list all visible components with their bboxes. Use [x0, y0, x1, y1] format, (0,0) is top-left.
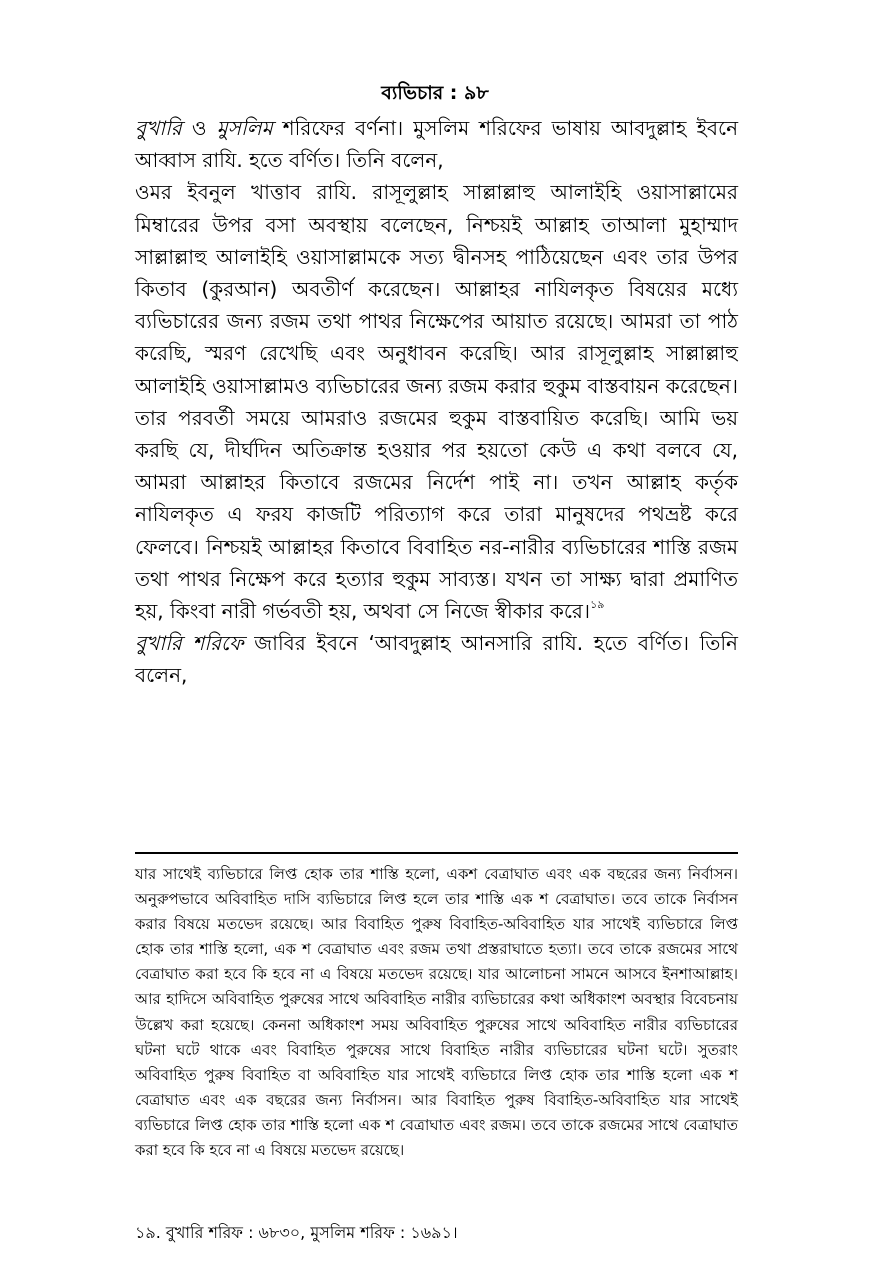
source-name-bukhari: বুখারি	[135, 116, 182, 140]
footnote-continuation: যার সাথেই ব্যভিচারে লিপ্ত হোক তার শাস্তি হলো, একশ বেত্রাঘাত এবং এক বছরের জন্য নির্বাসন। অনুরুপভাবে অবিবাহিত দাসি ব্যভিচারে লিপ্ত হলে তার শাস্তি এক শ বেত্রাঘাত। তবে তাকে নির্বাসন করার বিষয়ে মতভেদ রয়েছে। আর বিবাহিত পুরুষ বিবাহিত-অবিবাহিত যার সাথেই ব্যভিচারে লিপ্ত হোক তার শাস্তি হলো, এক শ বেত্রাঘাত এবং রজম তথা প্রস্তরাঘাতে হত্যা। তবে তাকে রজমের সাথে বেত্রাঘাত করা হবে কি হবে না এ বিষয়ে মতভেদ রয়েছে। যার আলোচনা সামনে আসবে ইনশাআল্লাহ। আর হাদিসে অবিবাহিত পুরুষের সাথে অবিবাহিত নারীর ব্যভিচারের কথা অধিকাংশ অবস্থার বিবেচনায় উল্লেখ করা হয়েছে। কেননা অধিকাংশ সময় অবিবাহিত পুরুষের সাথে অবিবাহিত নারীর ব্যভিচারের ঘটনা ঘটে থাকে এবং বিবাহিত পুরুষের সাথে বিবাহিত নারীর ব্যভিচারের ঘটনা ঘটে। সুতরাং অবিবাহিত পুরুষ বিবাহিত বা অবিবাহিত যার সাথেই ব্যভিচারে লিপ্ত হোক তার শাস্তি হলো এক শ বেত্রাঘাত এবং এক বছরের জন্য নির্বাসন। আর বিবাহিত পুরুষ বিবাহিত-অবিবাহিত যার সাথেই ব্যভিচারে লিপ্ত হোক তার শাস্তি হলো এক শ বেত্রাঘাত এবং রজম। তবে তাকে রজমের সাথে বেত্রাঘাত করা হবে কি হবে না এ বিষয়ে মতভেদ রয়েছে।	[135, 865, 738, 1160]
hadith-text: ওমর ইবনুল খাত্তাব রাযি. রাসূলুল্লাহ সাল্লাল্লাহু আলাইহি ওয়াসাল্লামের মিম্বারের উপর বসা অবস্থায় বলেছেন, নিশ্চয়ই আল্লাহ তাআলা মুহাম্মাদ সাল্লাল্লাহু আলাইহি ওয়াসাল্লামকে সত্য দ্বীনসহ পাঠিয়েছেন এবং তার উপর কিতাব (কুরআন) অবতীর্ণ করেছেন। আল্লাহর নাযিলকৃত বিষয়ের মধ্যে ব্যভিচারের জন্য রজম তথা পাথর নিক্ষেপের আয়াত রয়েছে। আমরা তা পাঠ করেছি, স্মরণ রেখেছি এবং অনুধাবন করেছি। আর রাসূলুল্লাহ সাল্লাল্লাহু আলাইহি ওয়াসাল্লামও ব্যভিচারের জন্য রজম করার হুকুম বাস্তবায়ন করেছেন। তার পরবর্তী সময়ে আমরাও রজমের হুকুম বাস্তবায়িত করেছি। আমি ভয় করছি যে, দীর্ঘদিন অতিক্রান্ত হওয়ার পর হয়তো কেউ এ কথা বলবে যে, আমরা আল্লাহর কিতাবে রজমের নির্দেশ পাই না। তখন আল্লাহ কর্তৃক নাযিলকৃত এ ফরয কাজটি পরিত্যাগ করে তারা মানুষদের পথভ্রষ্ট করে ফেলবে। নিশ্চয়ই আল্লাহর কিতাবে বিবাহিত নর-নারীর ব্যভিচারের শাস্তি রজম তথা পাথর নিক্ষেপ করে হত্যার হুকুম সাব্যস্ত। যখন তা সাক্ষ্য দ্বারা প্রমাণিত হয়, কিংবা নারী গর্ভবতী হয়, অথবা সে নিজে স্বীকার করে।	[135, 180, 738, 624]
text-segment: জাবির ইবনে ‘আবদুল্লাহ আনসারি রাযি. হতে বর্ণিত। তিনি বলেন,	[135, 631, 738, 688]
footnote-divider	[135, 852, 738, 854]
text-segment: শরিফের বর্ণনা। মুসলিম শরিফের ভাষায় আবদুল্লাহ ইবনে আব্বাস রাযি. হতে বর্ণিত। তিনি বলেন,	[135, 116, 739, 173]
paragraph-intro	[135, 112, 738, 176]
paragraph-second-narration	[135, 627, 738, 691]
running-header: ব্যভিচার : ৯৮	[381, 82, 489, 104]
text-segment: ও	[181, 116, 217, 140]
footnote-reference: ১৯. বুখারি শরিফ : ৬৮৩০, মুসলিম শরিফ : ১৬৯১।	[135, 1223, 458, 1242]
source-name-muslim: মুসলিম	[216, 116, 273, 140]
paragraph-hadith	[135, 176, 738, 627]
footnote-marker[interactable]: ১৯	[590, 598, 605, 612]
source-name-bukhari-sharif: বুখারি শরিফে	[135, 631, 244, 656]
main-text	[135, 112, 738, 692]
